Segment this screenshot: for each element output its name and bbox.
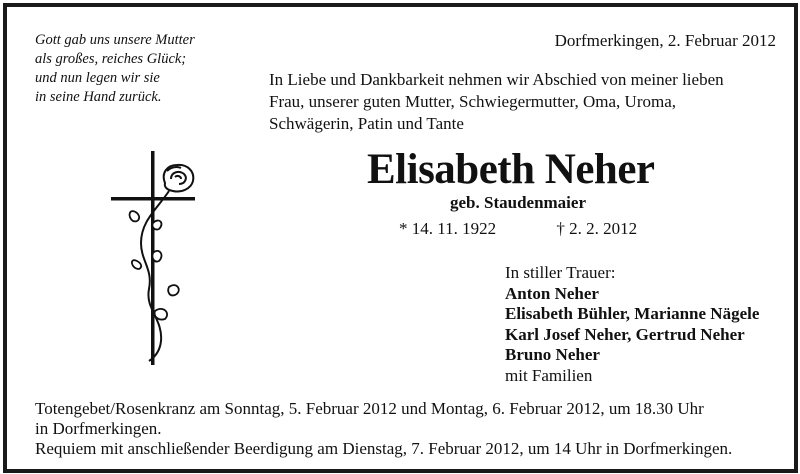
mourner-name: Elisabeth Bühler, Marianne Nägele	[505, 304, 760, 323]
poem-line: in seine Hand zurück.	[35, 89, 162, 105]
mourners-heading: In stiller Trauer:	[505, 263, 616, 282]
service-line: Requiem mit anschließender Beerdigung am Dienstag, 7. Februar 2012, um 14 Uhr in Dorfmerkingen.	[35, 439, 733, 458]
poem-line: und nun legen wir sie	[35, 70, 160, 86]
service-line: in Dorfmerkingen.	[35, 419, 162, 438]
memorial-poem	[35, 31, 195, 107]
intro-line: Schwägerin, Patin und Tante	[269, 114, 464, 133]
obituary-frame	[3, 3, 798, 473]
life-dates	[399, 219, 637, 239]
mourner-name: Bruno Neher	[505, 345, 600, 364]
cross-with-rose-icon	[107, 151, 207, 376]
mourners-list	[505, 263, 759, 386]
mourners-closing: mit Familien	[505, 365, 593, 385]
poem-line: Gott gab uns unsere Mutter	[35, 32, 195, 48]
intro-line: Frau, unserer guten Mutter, Schwiegermutter, Oma, Uroma,	[269, 92, 676, 111]
mourner-name: Karl Josef Neher, Gertrud Neher	[505, 324, 745, 344]
intro-line: In Liebe und Dankbarkeit nehmen wir Abschied von meiner lieben	[269, 70, 724, 89]
mourner-name: Anton Neher	[505, 283, 599, 303]
service-details	[35, 399, 732, 459]
death-date: † 2. 2. 2012	[556, 219, 638, 238]
place-and-date: Dorfmerkingen, 2. Februar 2012	[554, 31, 776, 50]
birth-date: * 14. 11. 1922	[399, 219, 497, 238]
deceased-name: Elisabeth Neher	[367, 146, 655, 193]
poem-line: als großes, reiches Glück;	[35, 51, 187, 67]
service-line: Totengebet/Rosenkranz am Sonntag, 5. Februar 2012 und Montag, 6. Februar 2012, um 18.30 Uhr	[35, 399, 704, 418]
farewell-intro	[269, 69, 724, 135]
maiden-name: geb. Staudenmaier	[450, 193, 586, 212]
